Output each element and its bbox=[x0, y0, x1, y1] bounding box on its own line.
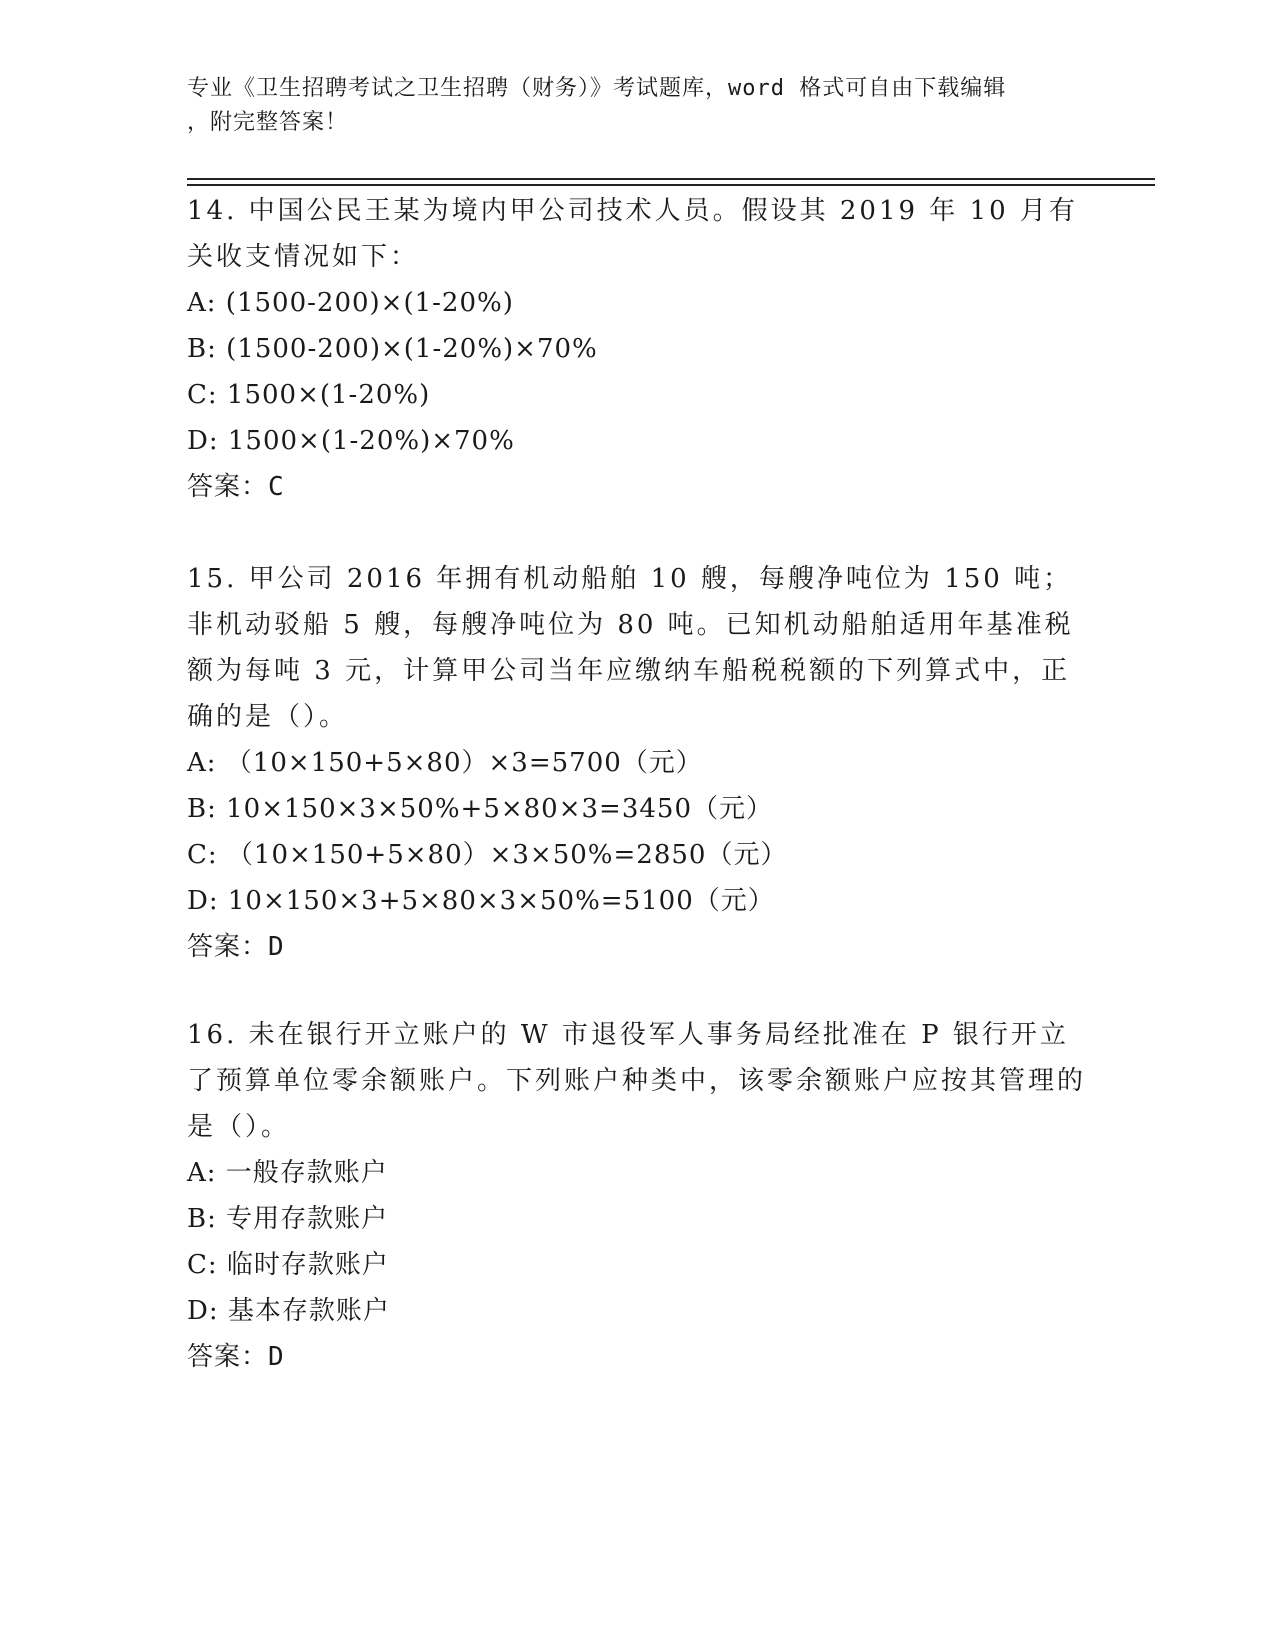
answer-line: 答案：C bbox=[187, 472, 285, 502]
option-a: A: （10×150+5×80）×3=5700（元） bbox=[187, 748, 703, 778]
answer-line: 答案：D bbox=[187, 932, 285, 962]
option-b: B: 10×150×3×50%+5×80×3=3450（元） bbox=[187, 794, 774, 824]
option-c: C: （10×150+5×80）×3×50%=2850（元） bbox=[187, 840, 788, 870]
question-15 bbox=[187, 556, 1087, 970]
header-divider-top bbox=[187, 178, 1155, 180]
question-stem: 15. 甲公司 2016 年拥有机动船舶 10 艘，每艘净吨位为 150 吨；非机动驳船 5 艘，每艘净吨位为 80 吨。已知机动船舶适用年基准税额为每吨 3 元，计算甲公司当年应缴纳车船税税额的下列算式中，正确的是（）。 bbox=[187, 564, 1074, 732]
question-stem: 14. 中国公民王某为境内甲公司技术人员。假设其 2019 年 10 月有关收支情况如下： bbox=[187, 196, 1078, 272]
header-line-1: 专业《卫生招聘考试之卫生招聘（财务）》考试题库，word 格式可自由下载编辑 bbox=[187, 76, 1007, 101]
header-line-2: ，附完整答案！ bbox=[187, 110, 349, 135]
option-a: A: 一般存款账户 bbox=[187, 1158, 388, 1188]
option-d: D: 基本存款账户 bbox=[187, 1296, 390, 1326]
question-16 bbox=[187, 1012, 1087, 1380]
option-b: B: 专用存款账户 bbox=[187, 1204, 389, 1234]
option-b: B: (1500-200)×(1-20%)×70% bbox=[187, 334, 598, 364]
option-a: A: (1500-200)×(1-20%) bbox=[187, 288, 514, 318]
answer-line: 答案：D bbox=[187, 1342, 285, 1372]
option-c: C: 1500×(1-20%) bbox=[187, 380, 431, 410]
option-c: C: 临时存款账户 bbox=[187, 1250, 389, 1280]
header-divider-bottom bbox=[187, 184, 1155, 186]
option-d: D: 10×150×3+5×80×3×50%=5100（元） bbox=[187, 886, 775, 916]
question-14 bbox=[187, 188, 1087, 510]
question-stem: 16. 未在银行开立账户的 W 市退役军人事务局经批准在 P 银行开立了预算单位零余额账户。下列账户种类中，该零余额账户应按其管理的是（）。 bbox=[187, 1020, 1087, 1142]
option-d: D: 1500×(1-20%)×70% bbox=[187, 426, 515, 456]
document-header bbox=[187, 72, 1067, 140]
